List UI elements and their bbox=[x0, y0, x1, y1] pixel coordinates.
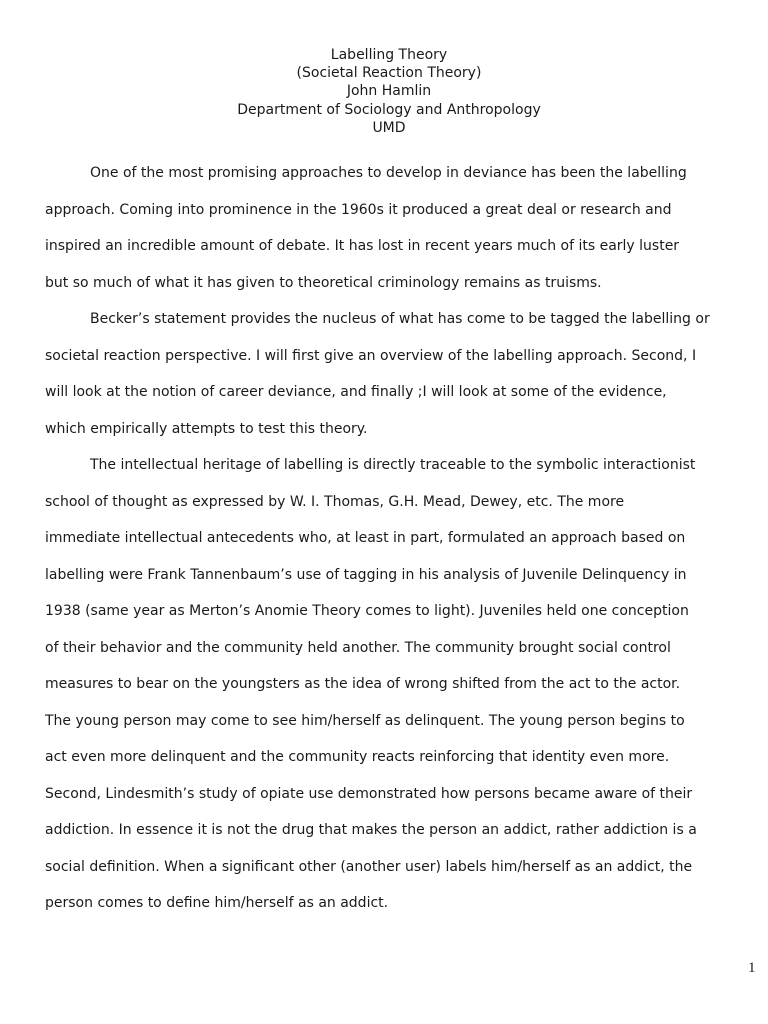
paragraph-line: One of the most promising approaches to develop in deviance has been the labelling bbox=[90, 165, 687, 181]
paragraph-line: 1938 (same year as Merton’s Anomie Theory comes to light). Juveniles held one conception bbox=[45, 603, 689, 619]
paragraph-line: person comes to define him/herself as an addict. bbox=[45, 895, 389, 911]
paragraph-line: Second, Lindesmith’s study of opiate use demonstrated how persons became aware of their bbox=[45, 785, 693, 802]
paragraph-line: approach. Coming into prominence in the 1960s it produced a great deal or research and bbox=[45, 201, 672, 218]
paragraph-line: but so much of what it has given to theoretical criminology remains as truisms. bbox=[45, 274, 602, 291]
page-number: 1 bbox=[748, 960, 756, 976]
paragraph-line: labelling were Frank Tannenbaum’s use of tagging in his analysis of Juvenile Delinquency in bbox=[45, 566, 687, 583]
document-header bbox=[0, 46, 768, 137]
paragraph-line: school of thought as expressed by W. I. Thomas, G.H. Mead, Dewey, etc. The more bbox=[45, 493, 625, 510]
paragraph-line: The young person may come to see him/herself as delinquent. The young person begins to bbox=[45, 712, 685, 729]
department-name: Department of Sociology and Anthropology bbox=[237, 101, 541, 118]
paragraph-line: act even more delinquent and the community reacts reinforcing that identity even more. bbox=[45, 749, 670, 765]
paragraph-line: addiction. In essence it is not the drug that makes the person an addict, rather addiction is a bbox=[45, 822, 697, 838]
paragraph-line: of their behavior and the community held another. The community brought social control bbox=[45, 639, 671, 656]
paragraph-line: inspired an incredible amount of debate. It has lost in recent years much of its early luster bbox=[45, 238, 680, 254]
body-text bbox=[45, 155, 735, 922]
paragraph-line: measures to bear on the youngsters as the idea of wrong shifted from the act to the actor. bbox=[45, 676, 681, 692]
document-title: Labelling Theory bbox=[330, 47, 448, 63]
paragraph-line: will look at the notion of career deviance, and finally ;I will look at some of the evidence, bbox=[45, 384, 667, 400]
paragraph-line: societal reaction perspective. I will first give an overview of the labelling approach. Second, I bbox=[45, 347, 697, 364]
paragraph-line: social definition. When a significant other (another user) labels him/herself as an addict, the bbox=[45, 858, 693, 875]
institution-name: UMD bbox=[372, 119, 406, 136]
author-name: John Hamlin bbox=[346, 83, 432, 100]
paragraph-line: The intellectual heritage of labelling is directly traceable to the symbolic interactionist bbox=[90, 457, 696, 473]
document-subtitle: (Societal Reaction Theory) bbox=[296, 65, 482, 82]
paragraph-line: immediate intellectual antecedents who, at least in part, formulated an approach based on bbox=[45, 530, 686, 546]
paragraph-line: which empirically attempts to test this theory. bbox=[45, 420, 368, 437]
paragraph-line: Becker’s statement provides the nucleus of what has come to be tagged the labelling or bbox=[90, 311, 710, 327]
